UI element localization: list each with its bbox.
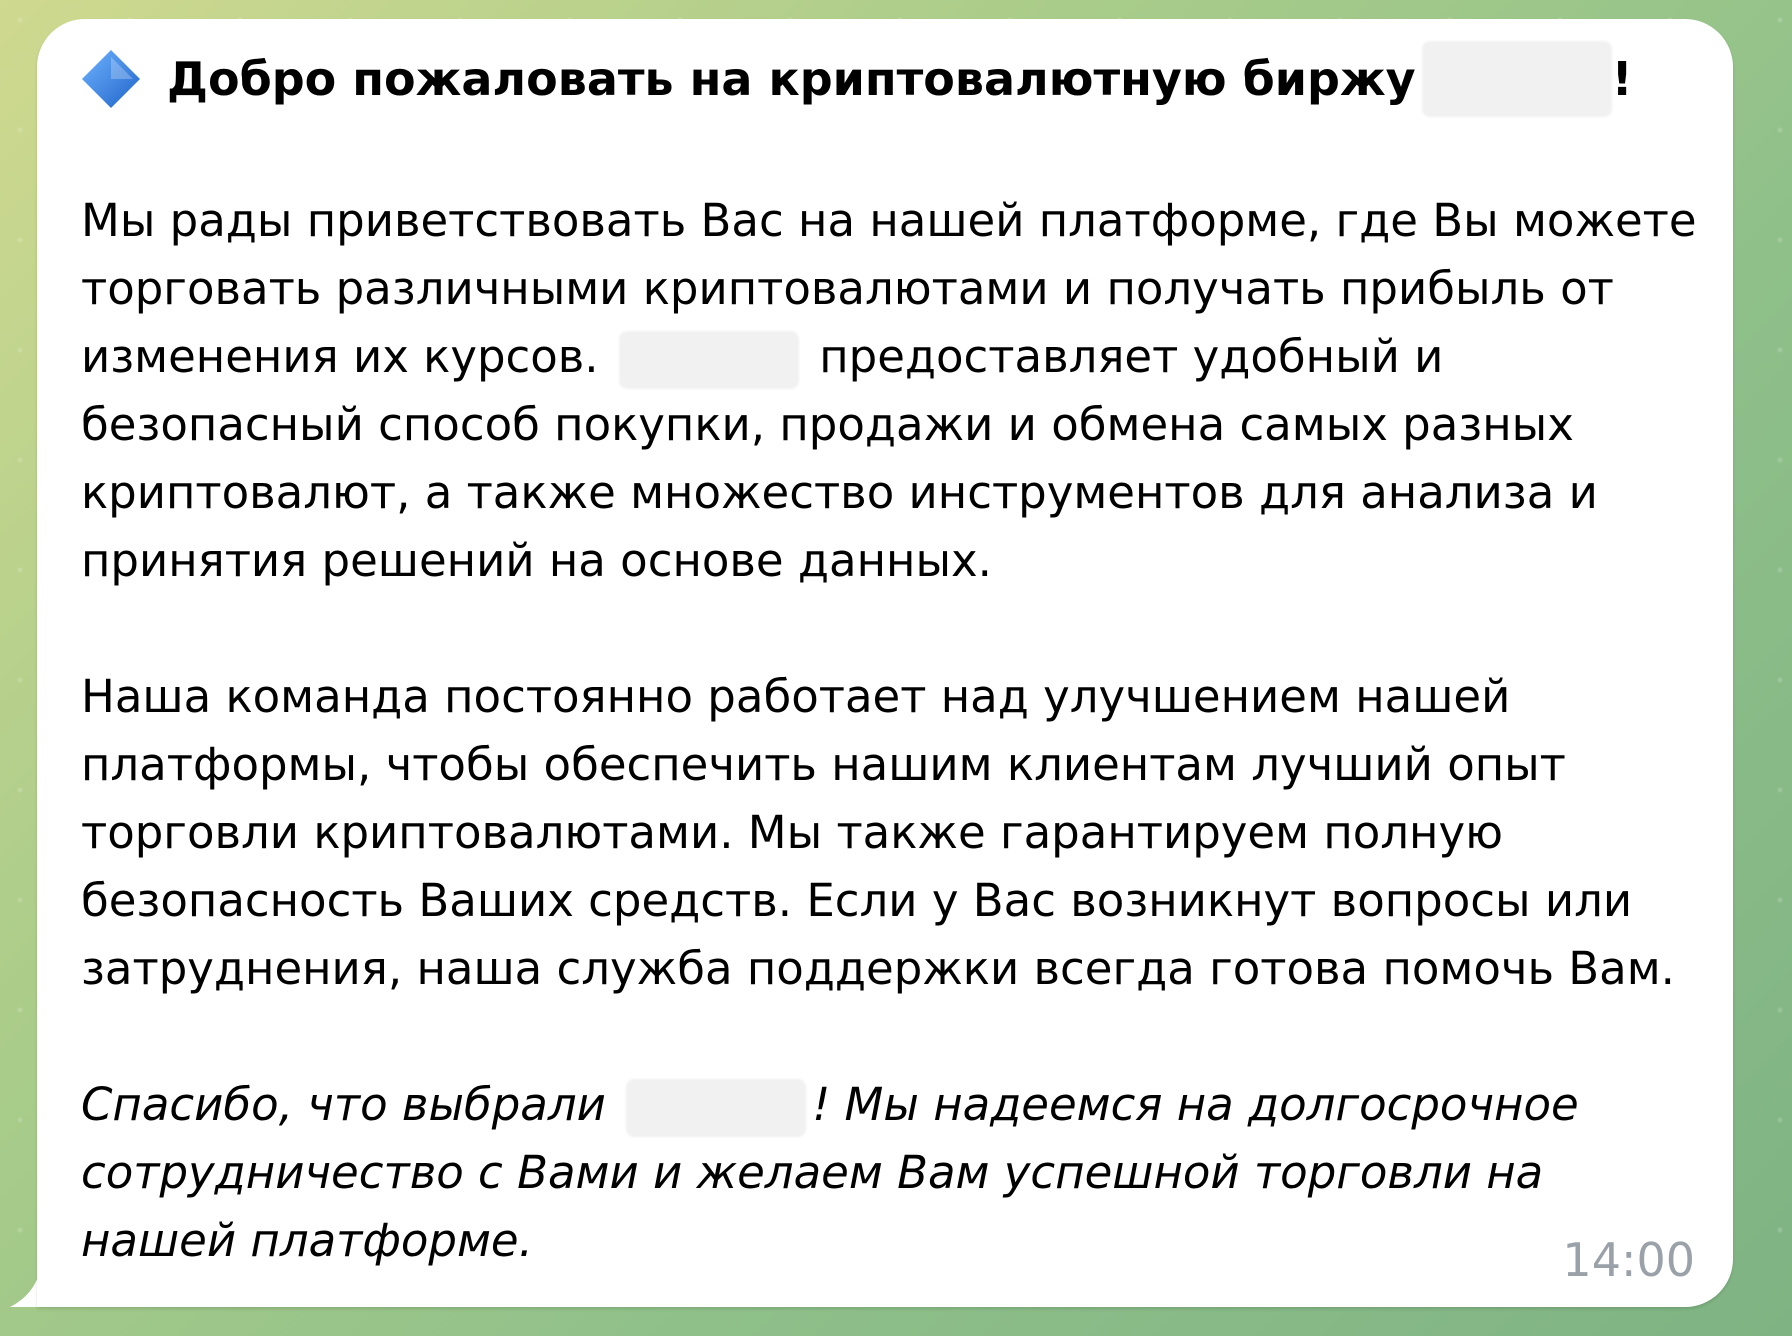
message-time: 14:00 [1562,1233,1695,1287]
paragraph-thanks-end: ! Мы надеемся на долгосрочное сотрудничество с Вами и желаем Вам успешной торговли на нашей платформе. [81,1078,1579,1267]
message-bubble[interactable] [37,19,1733,1307]
paragraph-intro-end: предоставляет удобный и безопасный способ покупки, продажи и обмена самых разных криптовалют, а также множество инструментов для анализа и принятия решений на основе данных. [81,330,1598,587]
heading-exclamation: ! [1611,52,1633,106]
blue-diamond-icon [81,49,141,109]
paragraph-intro [81,187,1701,595]
redacted-exchange-name [626,1079,806,1137]
paragraph-thanks-start: Спасибо, что выбрали [81,1078,621,1131]
redacted-exchange-name [1422,41,1612,117]
heading-text: Добро пожаловать на криптовалютную биржу [167,52,1416,106]
paragraph-intro-start: Мы рады приветствовать Вас на нашей платформе, где Вы можете торговать различными криптовалютами и получать прибыль от изменения их курсов. [81,194,1697,383]
redacted-exchange-name [619,331,799,389]
paragraph-team: Наша команда постоянно работает над улучшением нашей платформы, чтобы обеспечить нашим клиентам лучший опыт торговли криптовалютами. Мы также гарантируем полную безопасность Ваших средств. Если у Вас возникнут вопросы или затруднения, наша служба поддержки всегда готова помочь Вам. [81,670,1675,995]
message-heading [81,49,1701,109]
paragraph-thanks [81,1071,1701,1275]
message-content [81,49,1701,1275]
